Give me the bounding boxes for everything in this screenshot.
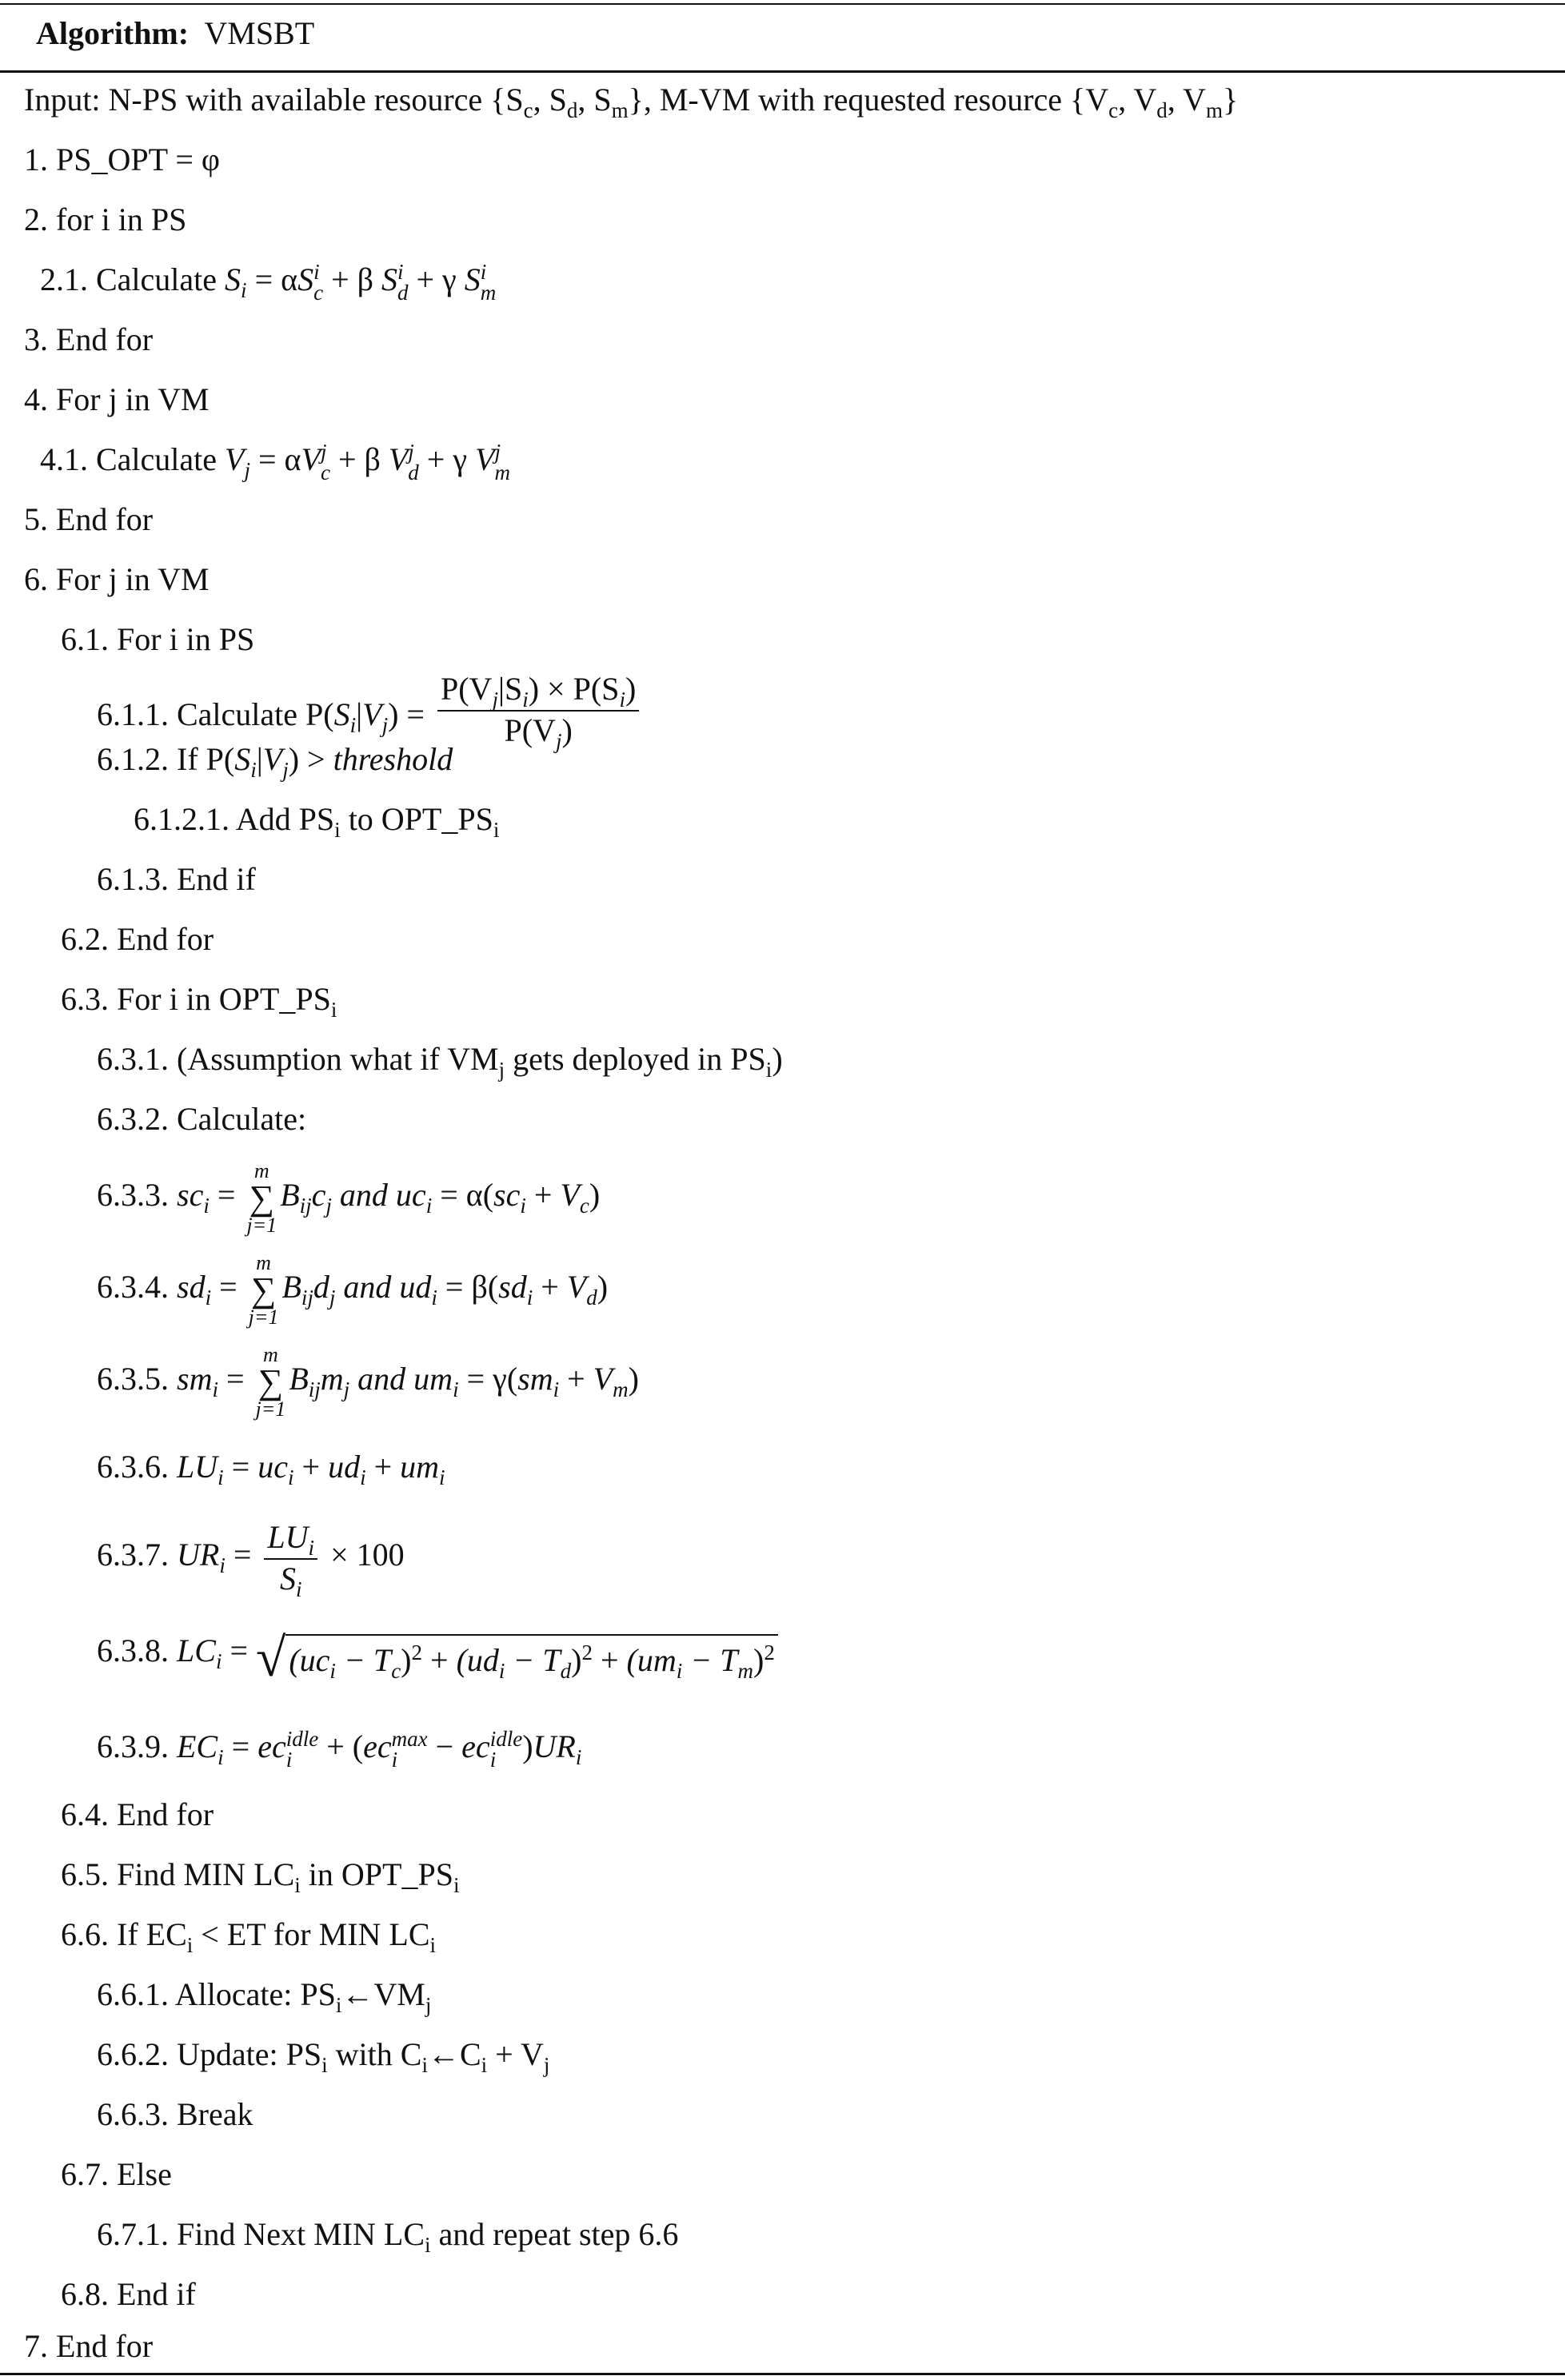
step-6-3-7: 6.3.7. $UR_i$ = $\frac{LU_i}{S_i}$ × 100 <box>97 1518 405 1601</box>
step-6-2: 6.2. End for <box>61 921 214 957</box>
step-6-3-1: 6.3.1. (Assumption what if $VM_j$ gets deployed in $PS_i$) <box>97 1041 783 1082</box>
step-6-3-4: 6.3.4. $sd_i$ = m ∑ j=1 $B_{ij}d_j$ and $ud_i = \beta(sd_i + V_d)$ <box>97 1250 609 1329</box>
step-6-7: 6.7. Else <box>61 2156 172 2192</box>
algorithm-title <box>36 11 314 56</box>
step-4: 4. For j in VM <box>24 381 210 417</box>
step-6: 6. For j in VM <box>24 561 210 597</box>
step-6-1: 6.1. For i in PS <box>61 621 255 657</box>
step-6-8: 6.8. End if <box>61 2276 196 2312</box>
step-6-1-2-1: 6.1.2.1. Add $PS_i$ to $OPT\_PS_i$ <box>134 801 500 842</box>
step-1: 1. PS_OPT = φ <box>24 142 220 177</box>
step-6-1-1: 6.1.1. Calculate $P(S_i|V_j)$ = $\frac{P(V_j|S_i) \times P(S_i)}{P(V_j)}$ <box>97 680 644 744</box>
algorithm-name: VMSBT <box>204 15 315 51</box>
step-4-1: 4.1. Calculate $V_j = \alpha V$ j c + β V j d + γ V j m <box>40 440 510 484</box>
step-2-1: 2.1. Calculate $S_i = \alpha S$ i c + β S i d + γ S i m <box>40 260 497 305</box>
step-6-6-1: 6.6.1. Allocate: $PS_i\leftarrow VM_j$ <box>97 1976 432 2017</box>
step-6-5: 6.5. Find MIN $LC_i$ in $OPT\_PS_i$ <box>61 1856 460 1897</box>
sqrt-symbol: √ $(uc_i - T_c)^2 + (ud_i - T_d)^2 + (um_i - T_m)^2$ <box>256 1618 778 1690</box>
step-6-3-6: 6.3.6. $LU_i = uc_i + ud_i + um_i$ <box>97 1449 445 1489</box>
step-6-6: 6.6. If $EC_i$ < ET for MIN $LC_i$ <box>61 1916 437 1957</box>
step-6-3-5: 6.3.5. $sm_i$ = m ∑ j=1 $B_{ij}m_j$ and $um_i = \gamma(sm_i + V_m)$ <box>97 1342 639 1421</box>
step-6-3-2: 6.3.2. Calculate: <box>97 1101 307 1137</box>
step-6-6-2: 6.6.2. Update: $PS_i$ with $C_i\leftarrow C_i + V_j$ <box>97 2036 550 2077</box>
step-3: 3. End for <box>24 321 154 357</box>
step-6-1-2: 6.1.2. If $P(S_i|V_j)$ > threshold <box>97 741 453 782</box>
step-6-1-3: 6.1.3. End if <box>97 861 256 897</box>
step-input: Input: N-PS with available resource {$S_c$, $S_d$, $S_m$}, M-VM with requested resource {$V_c$, $V_d$, $V_m$} <box>24 82 1239 122</box>
step-2: 2. for i in PS <box>24 201 187 237</box>
step-6-4: 6.4. End for <box>61 1796 214 1832</box>
step-7: 7. End for <box>24 2328 154 2364</box>
header-rule <box>0 70 1565 73</box>
step-6-3: 6.3. For i in $OPT\_PS_i$ <box>61 981 337 1022</box>
bottom-rule <box>0 2373 1565 2375</box>
algorithm-label: Algorithm: <box>36 15 190 51</box>
step-6-3-8: 6.3.8. $LC_i$ = √ $(uc_i - T_c)^2 + (ud_i - T_d)^2 + (um_i - T_m)^2$ <box>97 1615 778 1687</box>
top-rule <box>0 3 1565 5</box>
step-6-7-1: 6.7.1. Find Next MIN $LC_i$ and repeat step 6.6 <box>97 2216 679 2257</box>
step-5: 5. End for <box>24 501 154 537</box>
step-6-6-3: 6.6.3. Break <box>97 2096 254 2132</box>
step-6-3-9: 6.3.9. $EC_i$ = ec idle i + (ec max i − ec idle i )$UR_i$ <box>97 1727 582 1772</box>
step-6-3-3: 6.3.3. $sc_i$ = m ∑ j=1 $B_{ij}c_j$ and $uc_i = \alpha(sc_i + V_c)$ <box>97 1158 601 1237</box>
